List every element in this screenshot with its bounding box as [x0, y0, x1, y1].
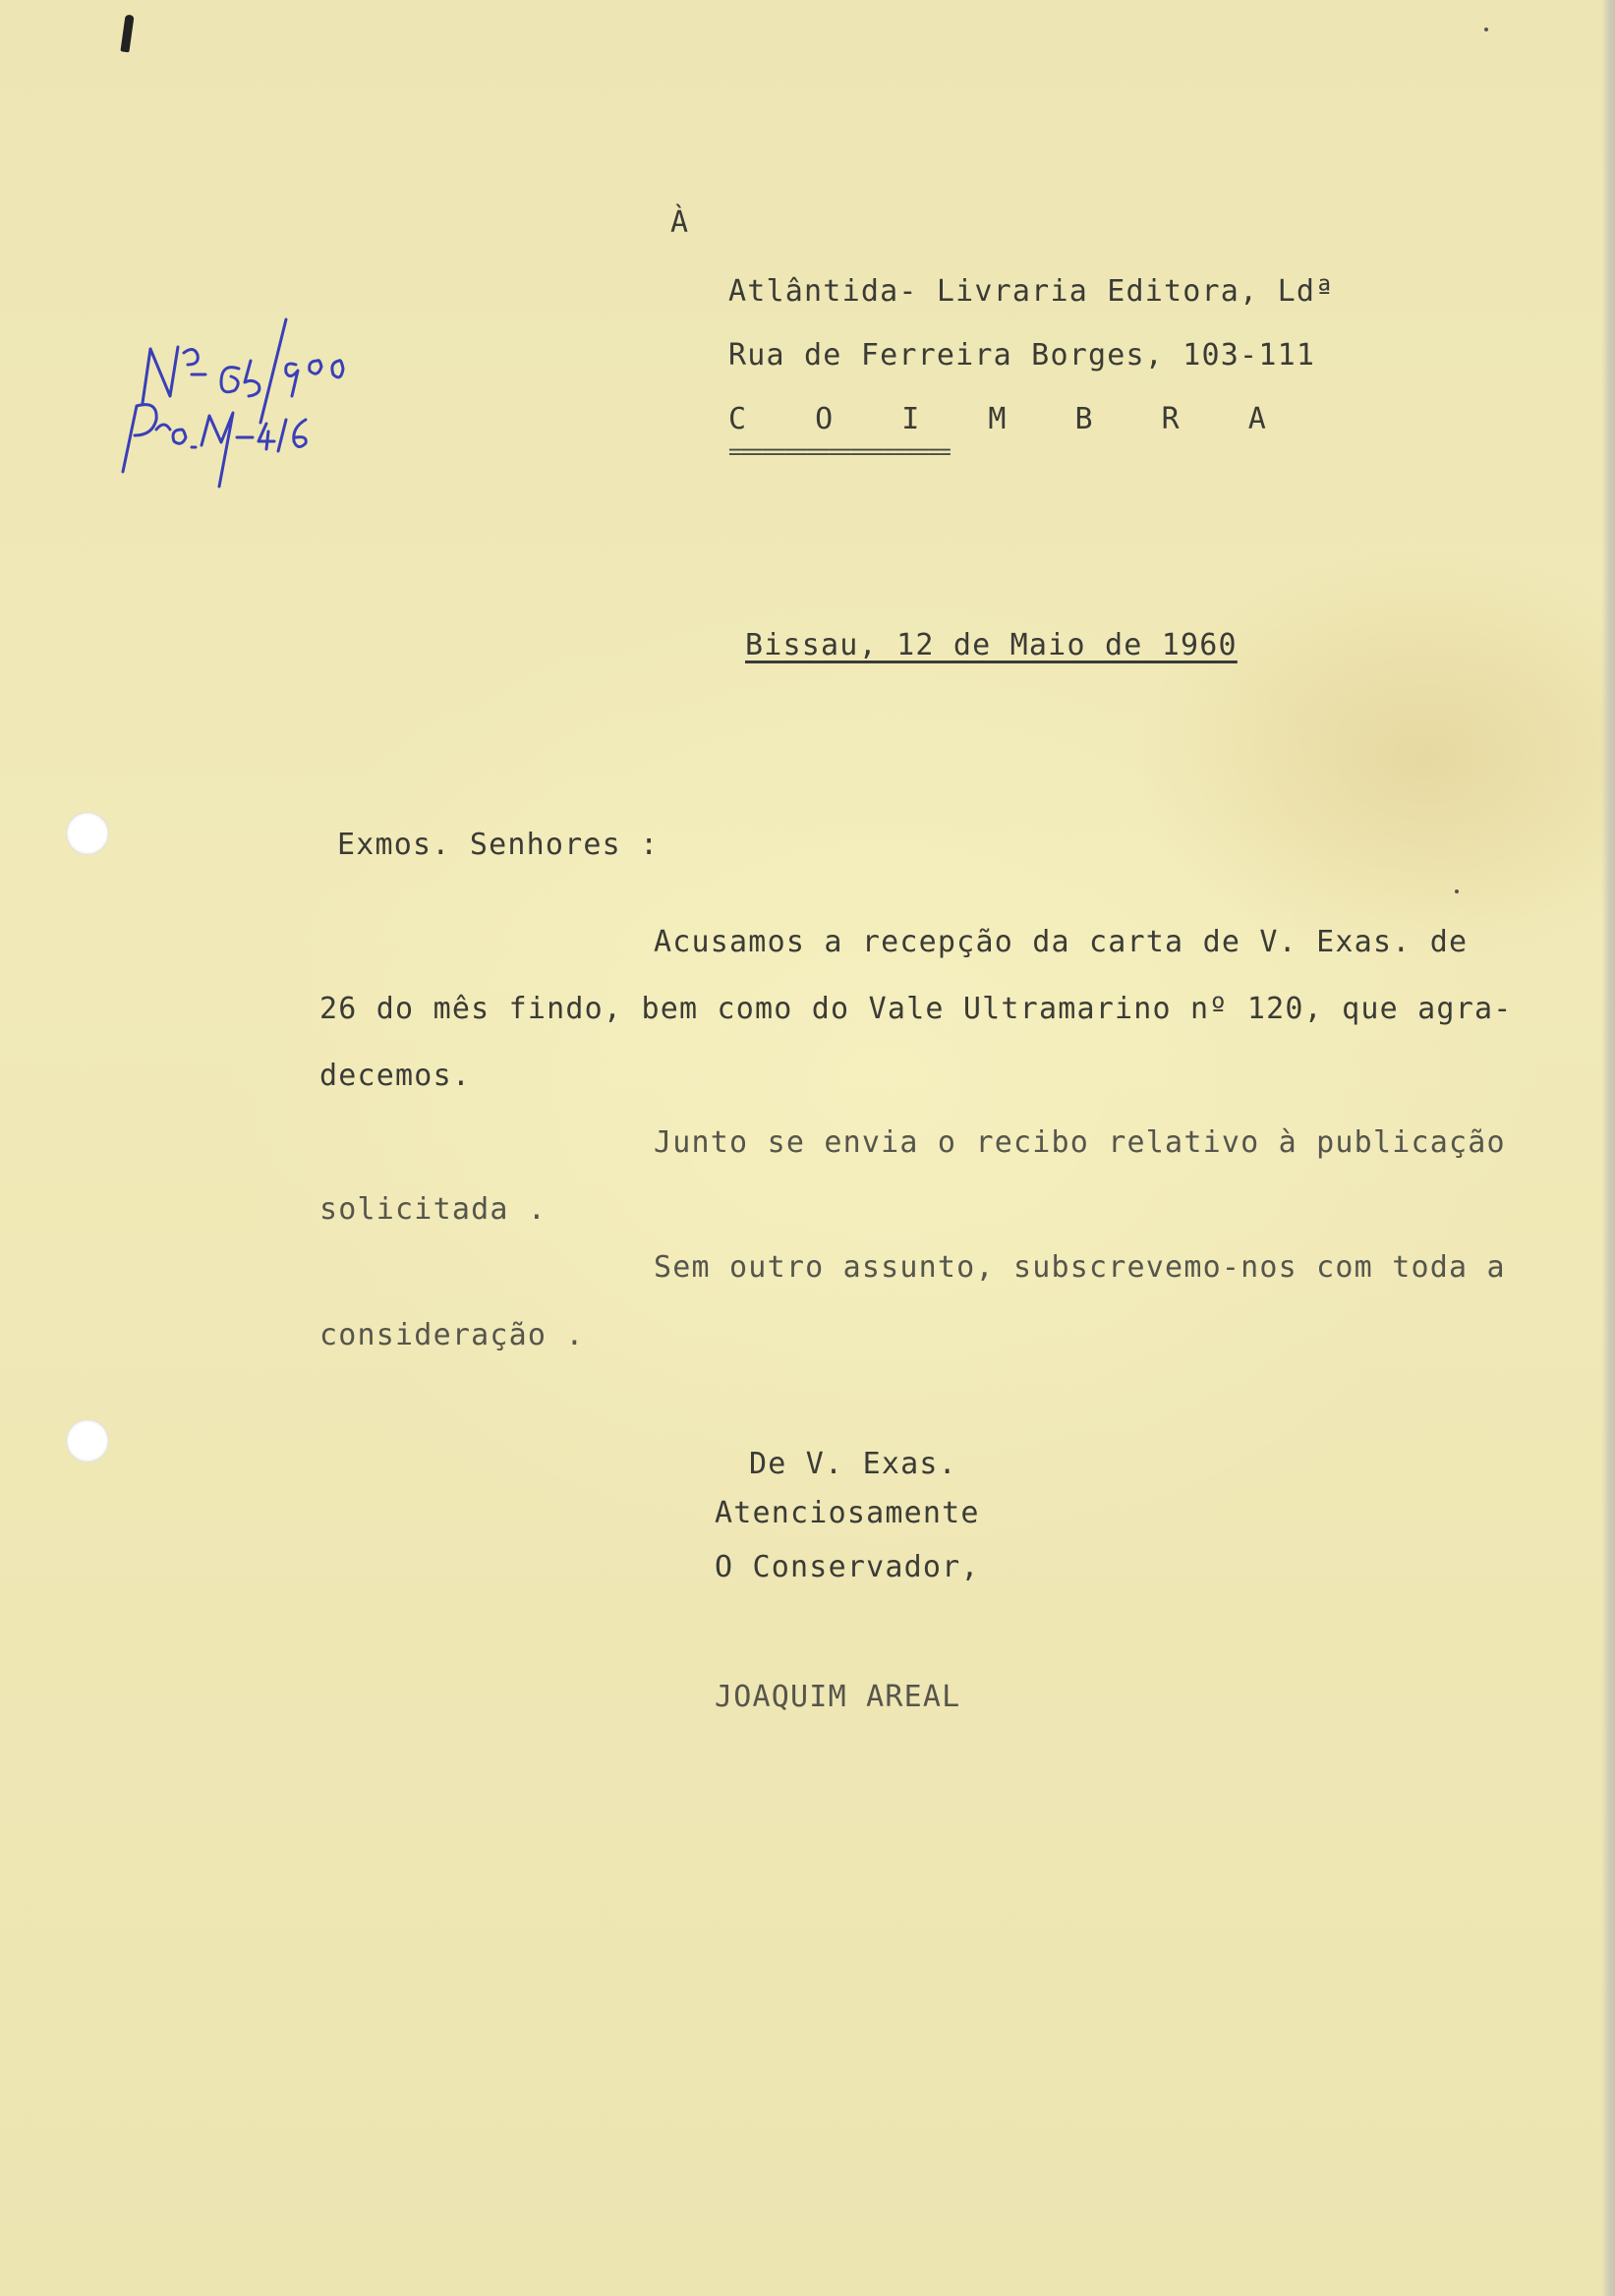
closing-line-3: O Conservador,	[715, 1550, 980, 1584]
city-underline: ====================	[728, 440, 950, 465]
body-paragraph-1-line-3: decemos.	[319, 1059, 472, 1093]
recipient-street: Rua de Ferreira Borges, 103-111	[728, 338, 1316, 373]
body-paragraph-2-line-1: Junto se envia o recibo relativo à publicação	[654, 1125, 1506, 1160]
signatory-name: JOAQUIM AREAL	[715, 1680, 961, 1714]
punch-hole-bottom	[66, 1419, 109, 1463]
body-paragraph-3-line-2: consideração .	[319, 1318, 585, 1352]
recipient-name: Atlântida- Livraria Editora, Ldª	[728, 274, 1335, 309]
body-paragraph-3-line-1: Sem outro assunto, subscrevemo-nos com toda a	[654, 1250, 1506, 1285]
ink-mark	[120, 15, 134, 53]
closing-line-1: De V. Exas.	[749, 1447, 957, 1481]
body-paragraph-2-line-2: solicitada .	[319, 1192, 548, 1227]
salutation: Exmos. Senhores :	[337, 828, 660, 862]
recipient-prefix: À	[670, 205, 690, 240]
handwritten-reference-note	[93, 310, 369, 516]
recipient-city: C O I M B R A	[728, 402, 1292, 436]
speck	[1455, 890, 1459, 893]
body-paragraph-1-line-1: Acusamos a recepção da carta de V. Exas. de	[654, 925, 1469, 959]
speck	[1484, 28, 1488, 31]
date-line: Bissau, 12 de Maio de 1960	[745, 628, 1238, 662]
closing-line-2: Atenciosamente	[715, 1496, 980, 1530]
punch-hole-top	[66, 812, 109, 855]
body-paragraph-1-line-2: 26 do mês findo, bem como do Vale Ultramarino nº 120, que agra-	[319, 992, 1513, 1026]
page-edge	[1601, 0, 1615, 2296]
